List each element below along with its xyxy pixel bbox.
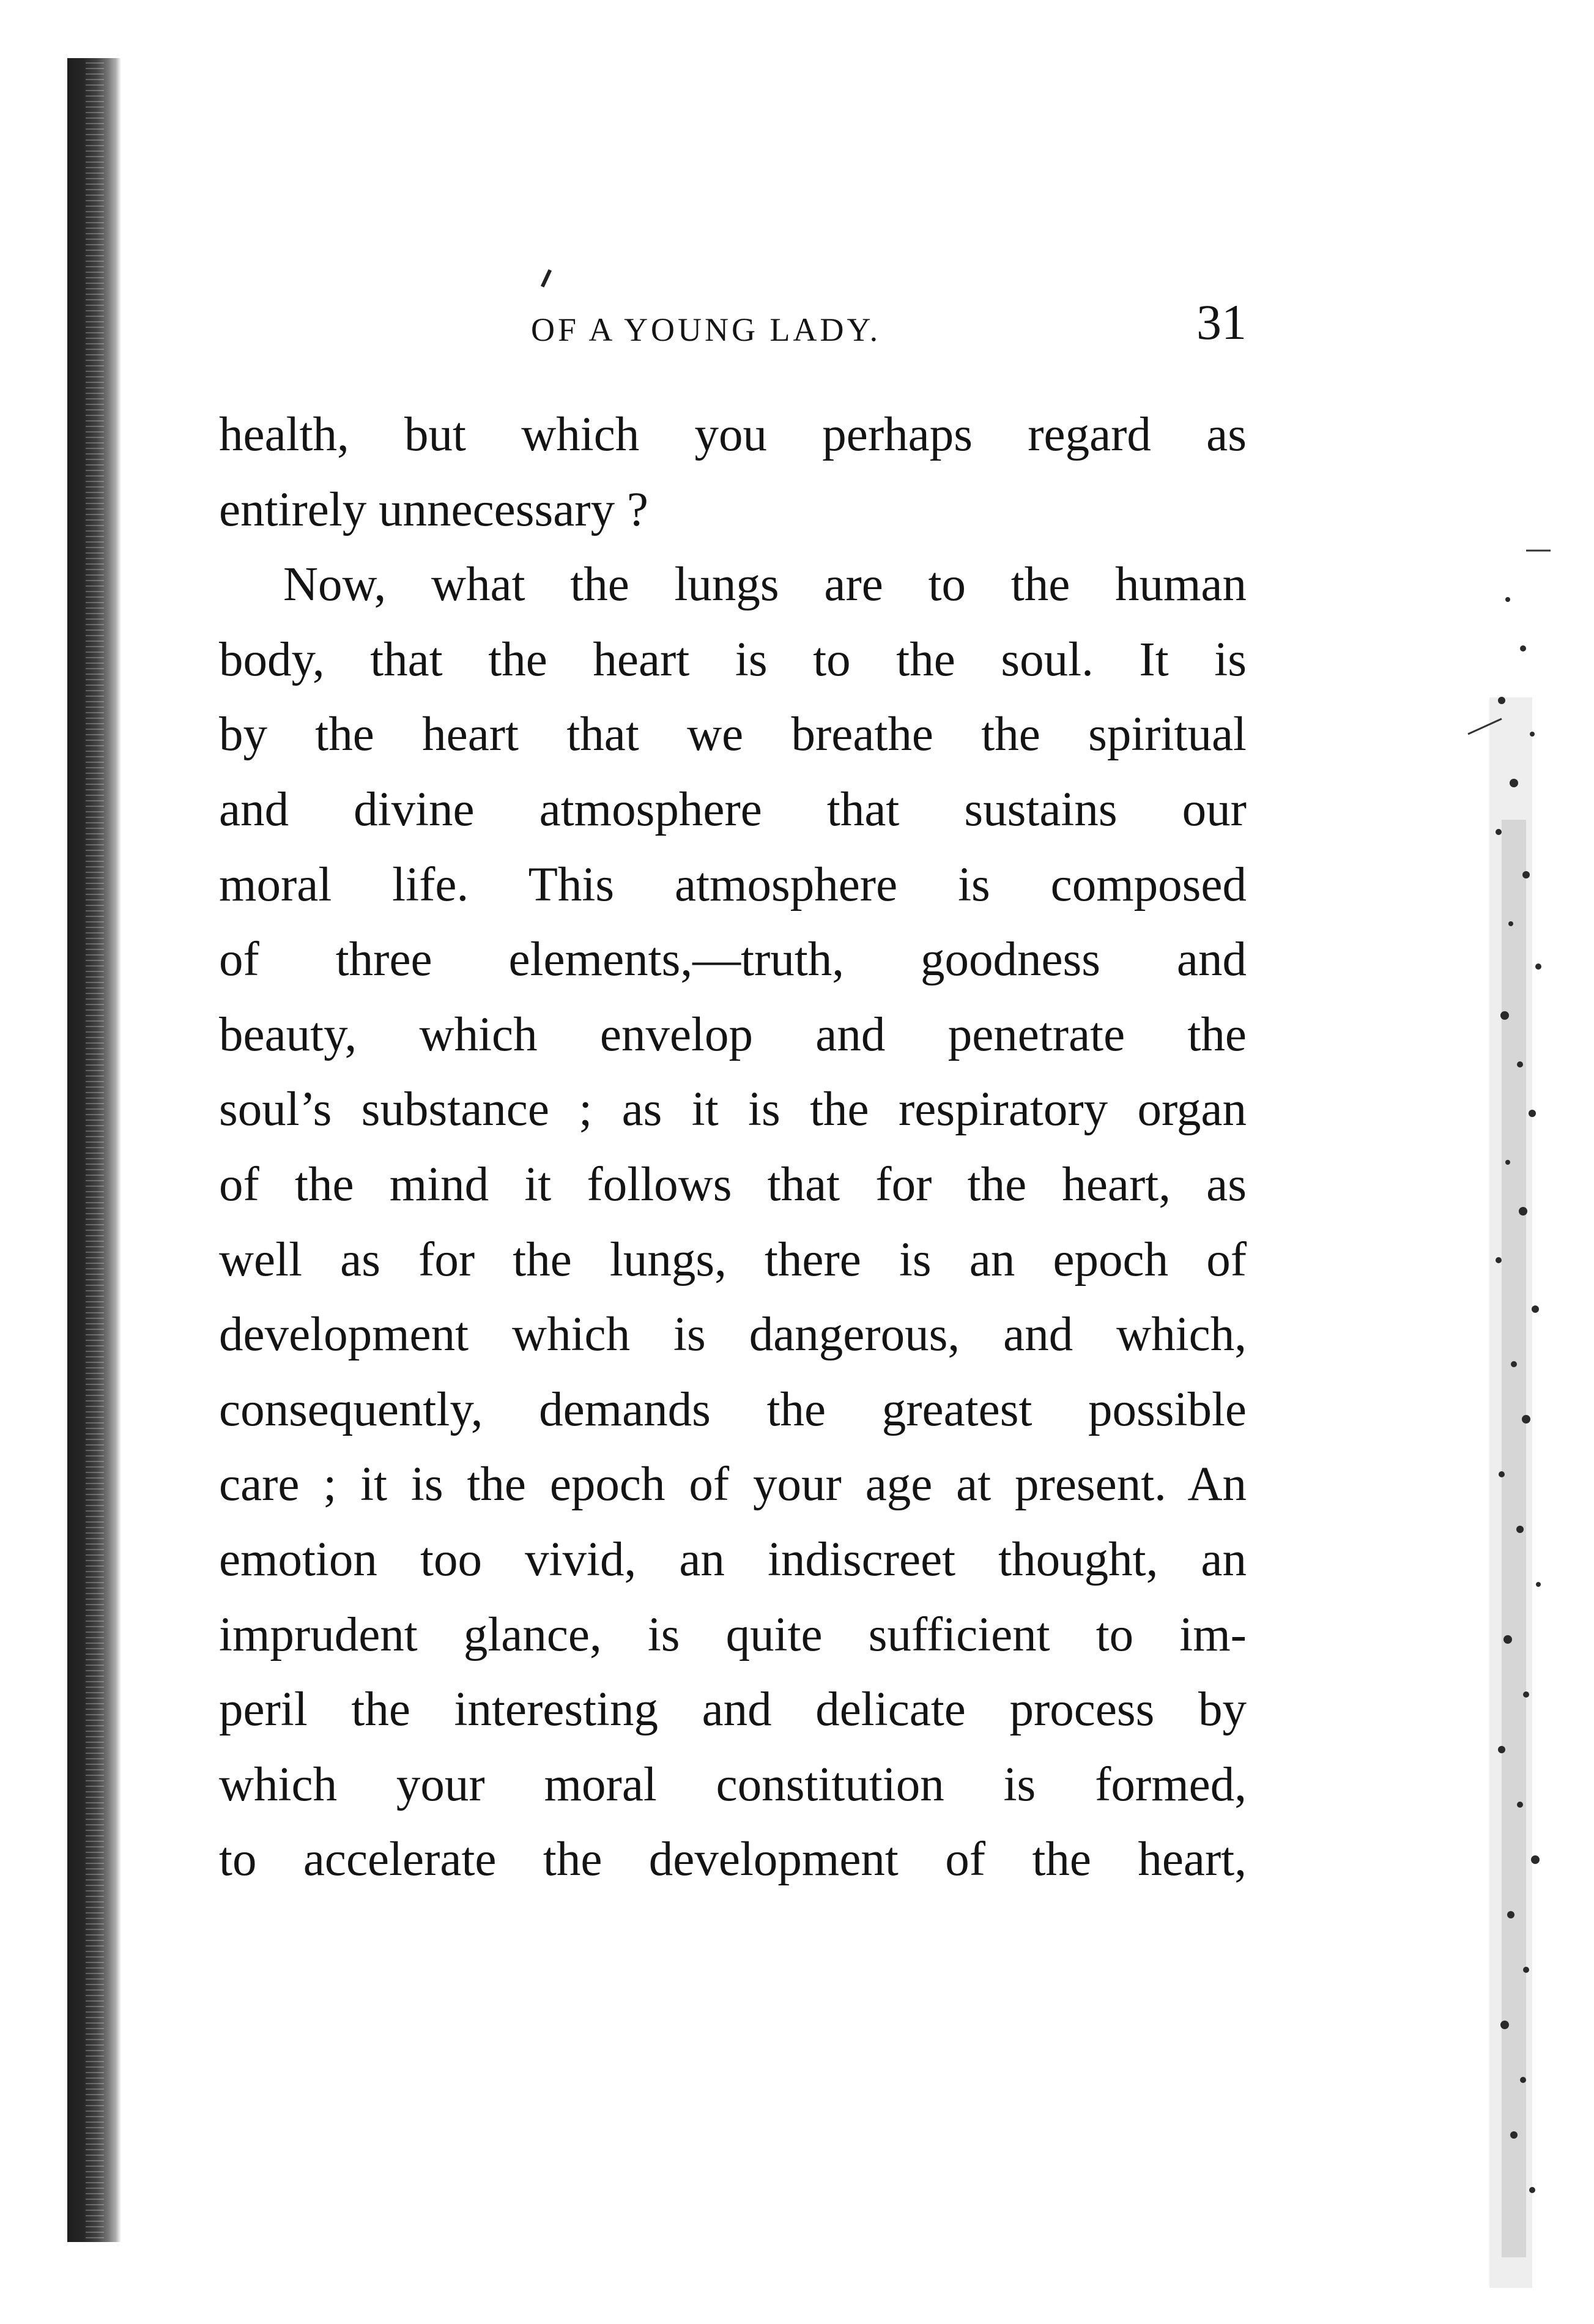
binding-texture: [86, 58, 104, 2242]
page-header: [231, 294, 1247, 355]
text-line: entirely unnecessary ?: [219, 483, 648, 536]
text-line: consequently, demands the greatest possible: [219, 1383, 1247, 1436]
body-text: [219, 398, 1247, 1898]
text-line: to accelerate the development of the heart,: [219, 1833, 1247, 1887]
text-line: imprudent glance, is quite sufficient to im-: [219, 1608, 1247, 1661]
text-line: and divine atmosphere that sustains our: [219, 782, 1247, 836]
text-line: health, but which you perhaps regard as: [219, 408, 1247, 461]
text-line: well as for the lungs, there is an epoch of: [219, 1233, 1247, 1286]
text-line: by the heart that we breathe the spiritual: [219, 708, 1247, 762]
running-head: OF A YOUNG LADY.: [531, 311, 881, 348]
text-line: body, that the heart is to the soul. It is: [219, 633, 1247, 686]
ink-mark: [541, 269, 552, 288]
text-line: Now, what the lungs are to the human: [283, 558, 1247, 612]
text-line: moral life. This atmosphere is composed: [219, 858, 1247, 911]
text-line: of three elements,—truth, goodness and: [219, 933, 1247, 987]
text-line: development which is dangerous, and which,: [219, 1308, 1247, 1362]
text-line: care ; it is the epoch of your age at present. An: [219, 1458, 1247, 1512]
text-line: emotion too vivid, an indiscreet thought, an: [219, 1532, 1247, 1586]
text-line: which your moral constitution is formed,: [219, 1758, 1247, 1811]
text-line: beauty, which envelop and penetrate the: [219, 1008, 1247, 1061]
text-line: soul’s substance ; as it is the respiratory organ: [219, 1083, 1247, 1137]
page-number: 31: [1196, 294, 1247, 350]
text-line: of the mind it follows that for the heart, as: [219, 1157, 1247, 1211]
text-line: peril the interesting and delicate process by: [219, 1683, 1247, 1737]
page-edge-speckle: [1465, 147, 1563, 2288]
